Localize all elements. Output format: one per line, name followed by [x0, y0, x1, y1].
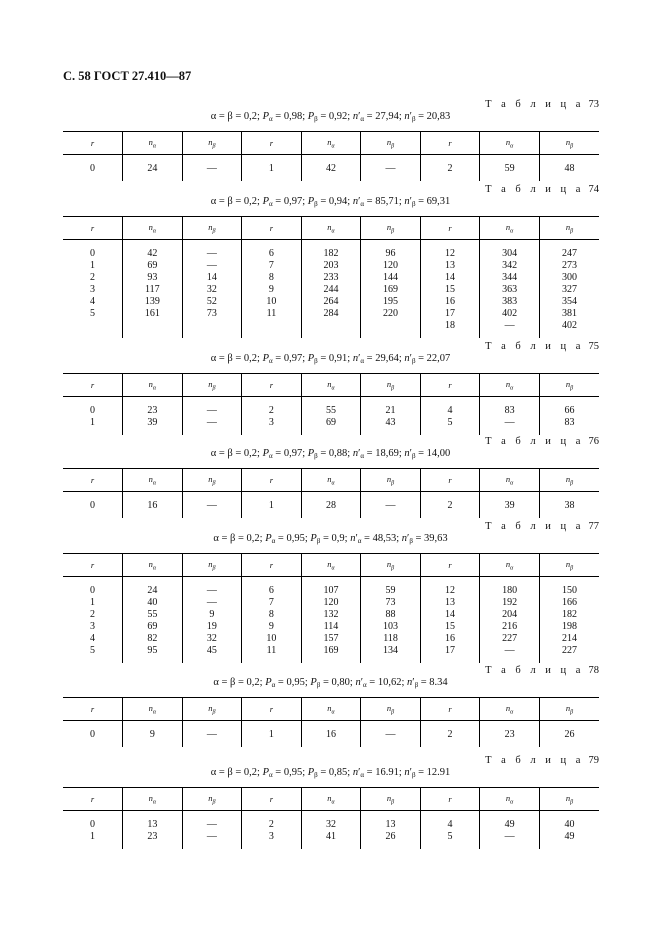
table-cell: 19 — [182, 621, 242, 633]
column-header: r — [242, 132, 302, 155]
table-cell: 10 — [242, 296, 302, 308]
table-cell: 3 — [90, 284, 96, 295]
table-cell: 1 — [90, 417, 96, 428]
table-cell: 182 — [539, 609, 599, 621]
table-row — [63, 248, 599, 260]
table-cell: — — [480, 320, 540, 338]
table-cell: 9 — [242, 621, 302, 633]
column-header: $n_\alpha$ — [301, 132, 361, 155]
table-cell: 55 — [301, 405, 361, 417]
column-header: r — [242, 788, 302, 811]
table-cell: 40 — [539, 819, 599, 831]
table-cell: 69 — [123, 621, 183, 633]
column-header: $n_\beta$ — [539, 217, 599, 240]
table-cell: 161 — [123, 308, 183, 320]
table-cell: 66 — [539, 405, 599, 417]
table-cell: 12 — [420, 585, 480, 597]
column-header: $n_\beta$ — [182, 132, 242, 155]
table-cell: 4 — [90, 633, 96, 644]
column-header: $n_\beta$ — [182, 788, 242, 811]
column-header: $n_\beta$ — [361, 374, 421, 397]
table-number: 73 — [585, 99, 599, 110]
table-row — [63, 163, 599, 181]
table-cell: 96 — [361, 248, 421, 260]
column-header: r — [63, 788, 123, 811]
column-header: $n_\alpha$ — [480, 217, 540, 240]
table-cell: 0 — [90, 585, 96, 596]
table-number: 75 — [585, 341, 599, 352]
table-cell: 103 — [361, 621, 421, 633]
table-caption — [485, 665, 599, 676]
column-header: r — [63, 132, 123, 155]
table-cell: 402 — [539, 320, 599, 338]
table-cell — [182, 320, 242, 338]
column-header: $n_\alpha$ — [480, 132, 540, 155]
table-parameters: α = β = 0,2; $P_\alpha = 0,97$; $P_\beta = 0,88$; $n'_\alpha = 18,69$; $n'_\beta = 14,00$ — [210, 448, 451, 460]
column-header: r — [420, 554, 480, 577]
table-row — [63, 308, 599, 320]
table-caption-word: Т а б л и ц а — [485, 755, 584, 766]
table-cell: 3 — [90, 621, 96, 632]
table-cell: 132 — [301, 609, 361, 621]
column-header: $n_\alpha$ — [123, 374, 183, 397]
table-cell: 0 — [90, 819, 96, 830]
table-cell: 24 — [123, 585, 183, 597]
table-cell: 1 — [242, 500, 302, 518]
table-row — [63, 729, 599, 747]
table-cell: 21 — [361, 405, 421, 417]
table-cell: 2 — [90, 272, 96, 283]
table-cell: 13 — [123, 819, 183, 831]
table-cell: 157 — [301, 633, 361, 645]
column-header: $n_\beta$ — [361, 698, 421, 721]
table-cell: 82 — [123, 633, 183, 645]
table-cell: 5 — [420, 417, 480, 435]
table-cell: 45 — [182, 645, 242, 663]
column-header: $n_\alpha$ — [301, 698, 361, 721]
table-parameters: α = β = 0,2; $P_\alpha = 0,95$; $P_\beta = 0,80$; $n'_\alpha = 10,62$; $n'_\beta = 8.34$ — [213, 677, 448, 689]
column-header: $n_\beta$ — [182, 374, 242, 397]
table-cell: — — [182, 585, 242, 597]
column-header: r — [242, 374, 302, 397]
table-cell: 14 — [182, 272, 242, 284]
table-cell: 83 — [480, 405, 540, 417]
table-row — [63, 405, 599, 417]
table-cell: 204 — [480, 609, 540, 621]
table-cell: 13 — [361, 819, 421, 831]
table-cell: 14 — [420, 609, 480, 621]
table-cell: 8 — [242, 272, 302, 284]
table-caption-word: Т а б л и ц а — [485, 436, 584, 447]
table-cell: 327 — [539, 284, 599, 296]
data-table-77 — [63, 553, 599, 663]
table-cell: — — [182, 417, 242, 435]
table-cell: 42 — [301, 163, 361, 181]
table-cell: 73 — [361, 597, 421, 609]
table-number: 79 — [585, 755, 599, 766]
table-cell: 0 — [90, 405, 96, 416]
column-header: $n_\alpha$ — [301, 554, 361, 577]
table-cell: — — [182, 729, 242, 747]
column-header: $n_\alpha$ — [123, 788, 183, 811]
table-cell: 166 — [539, 597, 599, 609]
table-cell: 69 — [301, 417, 361, 435]
table-cell: 1 — [242, 163, 302, 181]
table-cell: 32 — [182, 284, 242, 296]
table-cell: 247 — [539, 248, 599, 260]
column-header: r — [242, 698, 302, 721]
table-cell: 220 — [361, 308, 421, 320]
table-cell: 16 — [420, 633, 480, 645]
table-cell: 16 — [301, 729, 361, 747]
column-header: r — [63, 698, 123, 721]
table-cell: 11 — [242, 308, 302, 320]
table-cell: 244 — [301, 284, 361, 296]
column-header: $n_\alpha$ — [123, 132, 183, 155]
table-cell: 11 — [242, 645, 302, 663]
column-header: $n_\beta$ — [539, 132, 599, 155]
table-cell: 354 — [539, 296, 599, 308]
column-header: r — [63, 554, 123, 577]
table-cell: 2 — [242, 405, 302, 417]
table-cell — [123, 320, 183, 338]
table-row — [63, 597, 599, 609]
table-parameters: α = β = 0,2; $P_\alpha = 0,95$; $P_\beta = 0,9$; $n'_\alpha = 48,53$; $n'_\beta = 39,63$ — [213, 533, 448, 545]
table-cell: 95 — [123, 645, 183, 663]
table-cell: 41 — [301, 831, 361, 849]
data-table-75 — [63, 373, 599, 435]
table-cell: 1 — [242, 729, 302, 747]
table-row — [63, 831, 599, 849]
column-header: $n_\beta$ — [182, 217, 242, 240]
table-cell: 9 — [123, 729, 183, 747]
table-number: 77 — [585, 521, 599, 532]
table-cell: 120 — [301, 597, 361, 609]
column-header: r — [420, 374, 480, 397]
table-cell: — — [480, 645, 540, 663]
table-cell: 2 — [420, 163, 480, 181]
table-cell: 6 — [242, 585, 302, 597]
column-header: $n_\alpha$ — [301, 217, 361, 240]
table-cell: 59 — [361, 585, 421, 597]
table-cell: 28 — [301, 500, 361, 518]
table-cell — [63, 320, 123, 338]
data-table-74 — [63, 216, 599, 338]
table-parameters: α = β = 0,2; $P_\alpha = 0,95$; $P_\beta = 0,85$; $n'_\alpha = 16.91$; $n'_\beta = 12.91$ — [210, 767, 451, 779]
column-header: r — [63, 374, 123, 397]
table-cell: 107 — [301, 585, 361, 597]
table-cell: — — [182, 260, 242, 272]
table-row — [63, 621, 599, 633]
table-cell: 59 — [480, 163, 540, 181]
table-cell: 23 — [123, 405, 183, 417]
table-cell: 139 — [123, 296, 183, 308]
table-cell: 214 — [539, 633, 599, 645]
table-cell: 150 — [539, 585, 599, 597]
column-header: $n_\beta$ — [539, 469, 599, 492]
table-cell: 24 — [123, 163, 183, 181]
table-cell: 7 — [242, 597, 302, 609]
table-row — [63, 585, 599, 597]
table-cell: 0 — [90, 500, 96, 511]
table-cell — [242, 320, 302, 338]
table-cell: 10 — [242, 633, 302, 645]
column-header: r — [63, 469, 123, 492]
column-header: r — [420, 132, 480, 155]
table-cell: 13 — [420, 597, 480, 609]
table-cell: 4 — [90, 296, 96, 307]
table-cell: 383 — [480, 296, 540, 308]
table-caption-word: Т а б л и ц а — [485, 341, 584, 352]
column-header: $n_\beta$ — [539, 554, 599, 577]
table-cell: 117 — [123, 284, 183, 296]
table-cell: 144 — [361, 272, 421, 284]
table-cell: 0 — [90, 163, 96, 174]
table-cell: 169 — [301, 645, 361, 663]
table-cell: 3 — [242, 831, 302, 849]
table-cell: 52 — [182, 296, 242, 308]
table-cell: 192 — [480, 597, 540, 609]
column-header: $n_\beta$ — [361, 469, 421, 492]
table-cell: 4 — [420, 819, 480, 831]
table-cell: 49 — [539, 831, 599, 849]
column-header: r — [420, 469, 480, 492]
column-header: $n_\beta$ — [539, 698, 599, 721]
table-cell: 182 — [301, 248, 361, 260]
column-header: r — [420, 217, 480, 240]
table-cell: — — [182, 500, 242, 518]
table-cell: 69 — [123, 260, 183, 272]
table-cell: 88 — [361, 609, 421, 621]
table-cell: 2 — [420, 500, 480, 518]
column-header: $n_\beta$ — [539, 374, 599, 397]
column-header: $n_\alpha$ — [301, 788, 361, 811]
table-cell: 300 — [539, 272, 599, 284]
table-cell: 1 — [90, 597, 96, 608]
table-cell: 9 — [242, 284, 302, 296]
column-header: $n_\beta$ — [182, 469, 242, 492]
table-cell: 12 — [420, 248, 480, 260]
table-caption-word: Т а б л и ц а — [485, 521, 584, 532]
table-cell: 73 — [182, 308, 242, 320]
table-cell: 17 — [420, 645, 480, 663]
table-cell: 32 — [182, 633, 242, 645]
table-cell: 227 — [480, 633, 540, 645]
table-row — [63, 296, 599, 308]
column-header: $n_\alpha$ — [480, 554, 540, 577]
column-header: r — [242, 469, 302, 492]
table-cell: 284 — [301, 308, 361, 320]
table-cell: — — [182, 597, 242, 609]
column-header: $n_\alpha$ — [480, 698, 540, 721]
table-cell: 13 — [420, 260, 480, 272]
table-cell: 216 — [480, 621, 540, 633]
table-row — [63, 284, 599, 296]
table-parameters: α = β = 0,2; $P_\alpha = 0,98$; $P_\beta = 0,92$; $n'_\alpha = 27,94$; $n'_\beta = 20,83$ — [210, 111, 451, 123]
table-cell: — — [182, 405, 242, 417]
column-header: $n_\alpha$ — [480, 788, 540, 811]
table-cell — [361, 320, 421, 338]
column-header: r — [242, 554, 302, 577]
table-cell: 4 — [420, 405, 480, 417]
column-header: $n_\beta$ — [182, 698, 242, 721]
table-cell — [301, 320, 361, 338]
table-cell: 2 — [420, 729, 480, 747]
table-cell: 114 — [301, 621, 361, 633]
table-cell: — — [361, 163, 421, 181]
table-row — [63, 633, 599, 645]
table-row — [63, 500, 599, 518]
column-header: $n_\beta$ — [361, 788, 421, 811]
table-cell: 304 — [480, 248, 540, 260]
table-number: 76 — [585, 436, 599, 447]
table-number: 78 — [585, 665, 599, 676]
table-cell: 1 — [90, 831, 96, 842]
column-header: r — [420, 698, 480, 721]
table-cell: 9 — [182, 609, 242, 621]
table-cell: 26 — [361, 831, 421, 849]
table-caption-word: Т а б л и ц а — [485, 184, 584, 195]
table-cell: — — [361, 500, 421, 518]
table-cell: 402 — [480, 308, 540, 320]
table-cell: 40 — [123, 597, 183, 609]
column-header: r — [242, 217, 302, 240]
data-table-79 — [63, 787, 599, 849]
table-cell: 32 — [301, 819, 361, 831]
table-cell: 1 — [90, 260, 96, 271]
table-cell: 16 — [420, 296, 480, 308]
table-caption — [485, 521, 599, 532]
table-cell: 344 — [480, 272, 540, 284]
table-row — [63, 260, 599, 272]
table-cell: 0 — [90, 248, 96, 259]
table-cell: 42 — [123, 248, 183, 260]
table-cell: 2 — [242, 819, 302, 831]
column-header: $n_\beta$ — [361, 554, 421, 577]
table-row — [63, 417, 599, 435]
table-cell: 26 — [539, 729, 599, 747]
table-cell: 18 — [420, 320, 480, 338]
column-header: $n_\alpha$ — [123, 469, 183, 492]
table-cell: 8 — [242, 609, 302, 621]
table-cell: 55 — [123, 609, 183, 621]
table-cell: 17 — [420, 308, 480, 320]
column-header: $n_\alpha$ — [480, 374, 540, 397]
table-cell: 180 — [480, 585, 540, 597]
table-cell: — — [182, 819, 242, 831]
table-cell: 381 — [539, 308, 599, 320]
table-cell: — — [361, 729, 421, 747]
table-cell: 6 — [242, 248, 302, 260]
table-caption — [485, 436, 599, 447]
column-header: $n_\beta$ — [182, 554, 242, 577]
column-header: $n_\alpha$ — [480, 469, 540, 492]
data-table-73 — [63, 131, 599, 181]
table-cell: 16 — [123, 500, 183, 518]
table-parameters: α = β = 0,2; $P_\alpha = 0,97$; $P_\beta = 0,91$; $n'_\alpha = 29,64$; $n'_\beta = 22,07$ — [210, 353, 451, 365]
table-cell: 2 — [90, 609, 96, 620]
data-table-78 — [63, 697, 599, 747]
table-row — [63, 645, 599, 663]
table-row — [63, 272, 599, 284]
table-cell: 15 — [420, 621, 480, 633]
column-header: r — [420, 788, 480, 811]
table-cell: 273 — [539, 260, 599, 272]
table-cell: 39 — [480, 500, 540, 518]
table-caption-word: Т а б л и ц а — [485, 665, 584, 676]
table-cell: 118 — [361, 633, 421, 645]
table-cell: 233 — [301, 272, 361, 284]
table-cell: 7 — [242, 260, 302, 272]
table-cell: 203 — [301, 260, 361, 272]
table-cell: 134 — [361, 645, 421, 663]
table-cell: 3 — [242, 417, 302, 435]
table-cell: 43 — [361, 417, 421, 435]
table-cell: 120 — [361, 260, 421, 272]
column-header: $n_\alpha$ — [123, 554, 183, 577]
table-cell: 23 — [480, 729, 540, 747]
column-header: $n_\alpha$ — [123, 217, 183, 240]
table-cell: 0 — [90, 729, 96, 740]
table-cell: 264 — [301, 296, 361, 308]
table-cell: 169 — [361, 284, 421, 296]
table-cell: 49 — [480, 819, 540, 831]
table-cell: — — [182, 831, 242, 849]
table-cell: 15 — [420, 284, 480, 296]
table-caption — [485, 184, 599, 195]
table-cell: 93 — [123, 272, 183, 284]
column-header: $n_\alpha$ — [123, 698, 183, 721]
table-row — [63, 819, 599, 831]
column-header: r — [63, 217, 123, 240]
table-cell: 48 — [539, 163, 599, 181]
column-header: $n_\alpha$ — [301, 469, 361, 492]
table-row — [63, 609, 599, 621]
table-cell: 198 — [539, 621, 599, 633]
data-table-76 — [63, 468, 599, 518]
table-cell: — — [182, 163, 242, 181]
column-header: $n_\beta$ — [361, 132, 421, 155]
column-header: $n_\beta$ — [361, 217, 421, 240]
table-cell: 5 — [90, 308, 96, 319]
table-parameters: α = β = 0,2; $P_\alpha = 0,97$; $P_\beta = 0,94$; $n'_\alpha = 85,71$; $n'_\beta = 69,31$ — [210, 196, 451, 208]
table-cell: — — [480, 417, 540, 435]
table-cell: 39 — [123, 417, 183, 435]
table-cell: 195 — [361, 296, 421, 308]
table-cell: 227 — [539, 645, 599, 663]
table-cell: 342 — [480, 260, 540, 272]
table-caption-word: Т а б л и ц а — [485, 99, 584, 110]
table-caption — [485, 341, 599, 352]
table-cell: 23 — [123, 831, 183, 849]
table-cell: 5 — [420, 831, 480, 849]
table-cell: 363 — [480, 284, 540, 296]
table-cell: 38 — [539, 500, 599, 518]
table-row — [63, 320, 599, 338]
table-cell: — — [182, 248, 242, 260]
page-header: С. 58 ГОСТ 27.410—87 — [63, 69, 192, 83]
table-caption — [485, 755, 599, 766]
table-cell: — — [480, 831, 540, 849]
table-caption — [485, 99, 599, 110]
column-header: $n_\beta$ — [539, 788, 599, 811]
column-header: $n_\alpha$ — [301, 374, 361, 397]
table-cell: 5 — [90, 645, 96, 656]
table-cell: 83 — [539, 417, 599, 435]
table-cell: 14 — [420, 272, 480, 284]
table-number: 74 — [585, 184, 599, 195]
